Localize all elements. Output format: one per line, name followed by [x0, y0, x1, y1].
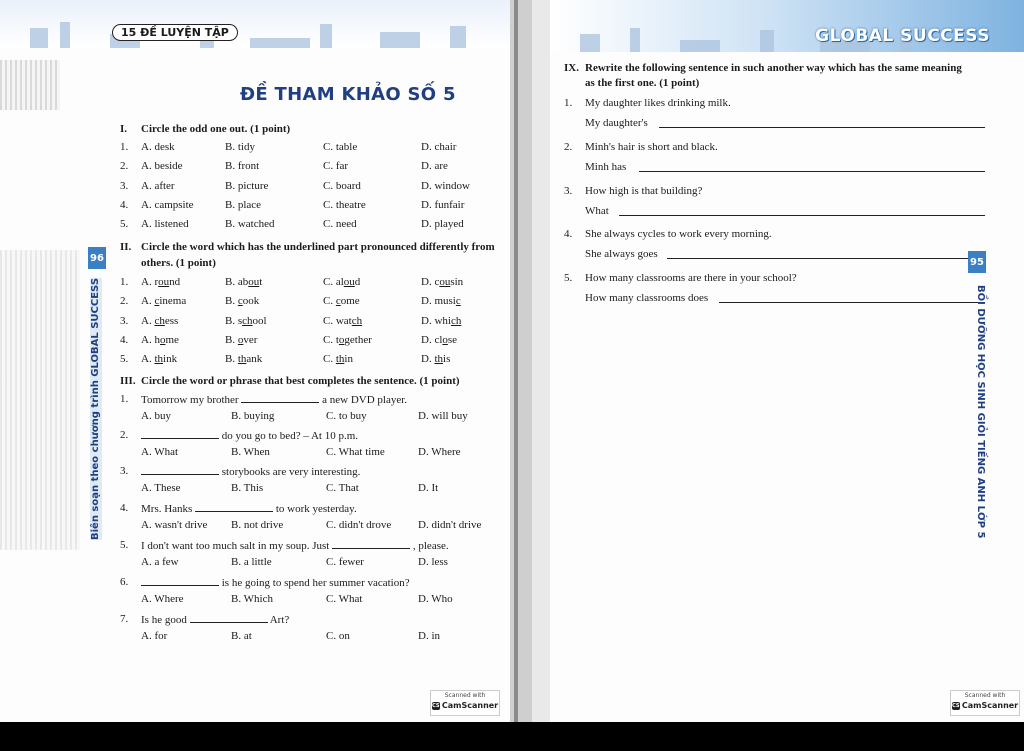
underlined-part: o — [237, 333, 244, 346]
option-d: D. in — [418, 630, 440, 642]
option-b: B. tidy — [225, 141, 255, 153]
underlined-part: ch — [351, 314, 363, 327]
rewrite-start: Minh has — [585, 161, 627, 173]
underlined-part: ou — [248, 276, 260, 288]
underlined-part: ch — [450, 314, 462, 327]
scan-line2-right: CamScanner — [961, 701, 1019, 710]
header-banner — [0, 0, 510, 48]
option-suffix: ool — [252, 314, 267, 327]
scan-line2: CamScanner — [441, 701, 499, 710]
page-title: ĐỀ THAM KHẢO SỐ 5 — [240, 84, 456, 105]
section-3-heading: Circle the word or phrase that best completes the sentence. (1 point) — [141, 375, 460, 387]
option-c — [323, 276, 360, 288]
underlined-part: o — [442, 333, 448, 346]
answer-blank — [195, 502, 273, 512]
option-prefix: D. whi — [421, 314, 451, 327]
underlined-part: th — [154, 353, 164, 366]
option-d: D. didn't drive — [418, 519, 482, 531]
option-suffix: sin — [450, 276, 464, 288]
item-number: 2. — [120, 160, 129, 173]
camscanner-watermark — [430, 690, 500, 716]
option-d: D. funfair — [421, 198, 465, 211]
option-b: B. not drive — [231, 519, 284, 531]
skyline-illustration — [20, 22, 500, 48]
option-b: B. a little — [231, 556, 272, 568]
option-prefix: B. — [225, 295, 238, 308]
underlined-part: c — [335, 295, 341, 308]
answer-blank — [141, 429, 219, 439]
option-c: C. board — [323, 179, 361, 192]
option-d — [421, 334, 457, 346]
item-number: 3. — [120, 179, 129, 192]
underlined-part: ou — [439, 276, 451, 288]
option-b: B. place — [225, 198, 262, 211]
option-b: B. front — [225, 160, 260, 173]
option-a — [141, 315, 178, 327]
page-number-right: 95 — [968, 251, 986, 273]
item-number: 3. — [564, 185, 573, 197]
left-page — [0, 0, 510, 722]
spine-text-right: BỒI DƯỠNG HỌC SINH GIỎI TIẾNG ANH LỚP 5 — [975, 285, 986, 539]
option-b: B. This — [231, 482, 264, 494]
option-d: D. are — [421, 160, 448, 173]
option-c: C. table — [323, 141, 358, 153]
question-text — [141, 429, 358, 442]
item-number: 7. — [120, 613, 129, 625]
original-sentence: My daughter likes drinking milk. — [585, 97, 731, 109]
option-b: B. Which — [231, 593, 273, 605]
question-text — [141, 502, 357, 515]
option-a — [141, 276, 180, 288]
scan-line1: Scanned with — [444, 692, 486, 699]
item-number: 5. — [120, 539, 129, 551]
option-prefix: A. r — [141, 276, 159, 288]
option-b — [225, 276, 262, 288]
underlined-part: c — [237, 295, 243, 308]
camscanner-icon: CS — [432, 702, 440, 709]
option-a: A. a few — [141, 556, 179, 568]
option-a — [141, 295, 186, 307]
rewrite-start: My daughter's — [585, 117, 648, 129]
option-c: C. That — [326, 482, 359, 494]
rewrite-start: She always goes — [585, 248, 658, 260]
option-suffix: t — [259, 276, 263, 288]
question-text — [141, 613, 289, 626]
camscanner-icon-right: CS — [952, 702, 960, 709]
question-text — [141, 576, 410, 589]
right-page — [550, 0, 1024, 722]
option-prefix: C. t — [323, 333, 339, 346]
original-sentence: How high is that building? — [585, 185, 703, 197]
section-1-roman: I. — [120, 123, 128, 135]
option-c: C. didn't drove — [326, 519, 392, 531]
option-a — [141, 353, 177, 365]
answer-blank — [190, 613, 268, 623]
option-a: A. desk — [141, 141, 175, 153]
answer-blank — [141, 576, 219, 586]
item-number: 3. — [120, 465, 129, 477]
option-c — [323, 295, 360, 307]
series-tag: 15 ĐỀ LUYỆN TẬP — [112, 24, 238, 41]
option-a: A. listened — [141, 218, 189, 231]
option-prefix: A. h — [141, 333, 160, 346]
option-d — [421, 315, 461, 327]
option-c — [323, 353, 353, 365]
question-after: storybooks are very interesting. — [221, 466, 361, 478]
option-b — [225, 315, 267, 327]
question-after: Art? — [269, 614, 290, 626]
underlined-part: ou — [158, 276, 170, 288]
question-text — [141, 539, 449, 552]
original-sentence: She always cycles to work every morning. — [585, 228, 772, 240]
option-suffix: nd — [169, 276, 181, 288]
underlined-part: ch — [242, 314, 253, 327]
underlined-part: th — [335, 353, 345, 366]
original-sentence: Minh's hair is short and black. — [585, 141, 718, 153]
item-number: 1. — [120, 393, 129, 405]
underlined-part: ou — [343, 276, 355, 288]
option-b — [225, 353, 262, 365]
original-sentence: How many classrooms are there in your school? — [585, 272, 797, 284]
question-before: I don't want too much salt in my soup. Just — [141, 540, 330, 552]
option-suffix: in — [344, 353, 353, 366]
option-suffix: is — [443, 353, 451, 366]
section-2-roman: II. — [120, 241, 132, 253]
question-before: Mrs. Hanks — [141, 503, 193, 515]
option-d: D. less — [418, 556, 448, 568]
underlined-part: o — [338, 333, 345, 346]
item-number: 5. — [120, 218, 129, 231]
underlined-part: o — [159, 333, 166, 346]
option-prefix: C. al — [323, 276, 344, 288]
option-prefix: D. — [421, 353, 435, 366]
option-suffix: d — [354, 276, 361, 288]
section-1-heading: Circle the odd one out. (1 point) — [141, 123, 291, 135]
section-2-heading-line2: others. (1 point) — [141, 257, 216, 269]
page-edge-shading — [0, 60, 60, 110]
item-number: 5. — [120, 353, 129, 366]
section-3-roman: III. — [120, 375, 136, 387]
option-prefix: B. — [225, 353, 238, 366]
rewrite-start: How many classrooms does — [585, 292, 709, 304]
option-suffix: ook — [242, 295, 260, 308]
option-b: B. buying — [231, 410, 275, 422]
rewrite-answer-line[interactable] — [719, 292, 985, 303]
option-d: D. window — [421, 179, 470, 192]
option-a: A. What — [141, 446, 179, 458]
item-number: 5. — [564, 272, 573, 284]
underlined-part: th — [434, 353, 444, 366]
rewrite-answer-line[interactable] — [659, 117, 985, 128]
option-d: D. chair — [421, 141, 457, 153]
option-prefix: D. c — [421, 276, 440, 288]
question-before: Is he good — [141, 614, 187, 626]
question-before: Tomorrow my brother — [141, 394, 239, 406]
option-d — [421, 295, 461, 307]
option-c: C. to buy — [326, 410, 367, 422]
option-c: C. fewer — [326, 556, 364, 568]
question-after: do you go to bed? – At 10 p.m. — [221, 430, 359, 442]
option-a: A. beside — [141, 160, 183, 173]
option-suffix: ank — [246, 353, 263, 366]
option-c — [323, 315, 362, 327]
option-suffix: ess — [164, 314, 179, 327]
question-after: is he going to spend her summer vacation? — [221, 577, 410, 589]
option-a: A. buy — [141, 410, 171, 422]
question-after: a new DVD player. — [322, 394, 408, 406]
option-prefix: B. s — [225, 314, 243, 327]
item-number: 2. — [120, 295, 129, 308]
option-b: B. watched — [225, 218, 275, 231]
item-number: 2. — [120, 429, 129, 441]
option-suffix: gether — [344, 333, 372, 346]
rewrite-start: What — [585, 205, 609, 217]
option-a: A. wasn't drive — [141, 519, 208, 531]
option-prefix: D. musi — [421, 295, 456, 308]
item-number: 4. — [564, 228, 573, 240]
scan-line1-right: Scanned with — [964, 692, 1006, 699]
option-d: D. Who — [418, 593, 453, 605]
option-suffix: se — [447, 333, 458, 346]
page-edge-shading-lower — [0, 250, 80, 550]
item-number: 4. — [120, 502, 129, 514]
option-b — [225, 334, 257, 346]
underlined-part: ch — [154, 314, 165, 327]
spine-text: Biên soạn theo chương trình GLOBAL SUCCESS — [90, 277, 101, 540]
question-after: to work yesterday. — [275, 503, 357, 515]
option-prefix: C. — [323, 353, 336, 366]
option-prefix: A. — [141, 353, 155, 366]
section-9-roman: IX. — [564, 62, 579, 74]
option-a — [141, 334, 179, 346]
rewrite-answer-line[interactable] — [639, 161, 985, 172]
option-c: C. theatre — [323, 198, 366, 211]
option-c: C. need — [323, 218, 357, 231]
underlined-part: c — [154, 295, 160, 308]
option-d — [421, 353, 450, 365]
option-d: D. will buy — [418, 410, 468, 422]
item-number: 4. — [120, 333, 129, 346]
rewrite-answer-line[interactable] — [667, 248, 985, 259]
answer-blank — [332, 539, 410, 549]
item-number: 2. — [564, 141, 573, 153]
option-prefix: D. cl — [421, 333, 443, 346]
answer-blank — [141, 465, 219, 475]
option-d — [421, 276, 463, 288]
brand-logo: GLOBAL SUCCESS — [815, 26, 990, 46]
book-gutter — [510, 0, 550, 722]
question-after: , please. — [412, 540, 449, 552]
underlined-part: c — [455, 295, 461, 308]
option-d: D. It — [418, 482, 439, 494]
option-c: C. far — [323, 160, 349, 173]
option-suffix: me — [165, 333, 179, 346]
option-b: B. at — [231, 630, 252, 642]
question-text — [141, 465, 360, 478]
option-prefix: A. — [141, 314, 155, 327]
section-2-heading-line1: Circle the word which has the underlined part pronounced differently from — [141, 241, 495, 253]
option-prefix: B. ab — [225, 276, 249, 288]
camscanner-watermark-right — [950, 690, 1020, 716]
option-suffix: ink — [163, 353, 178, 366]
underlined-part: th — [237, 353, 247, 366]
option-a: A. campsite — [141, 198, 194, 211]
item-number: 6. — [120, 576, 129, 588]
option-a: A. for — [141, 630, 168, 642]
item-number: 1. — [120, 276, 129, 288]
item-number: 1. — [564, 97, 573, 109]
rewrite-answer-line[interactable] — [619, 205, 985, 216]
option-b — [225, 295, 259, 307]
option-a: A. Where — [141, 593, 184, 605]
option-prefix: C. — [323, 295, 336, 308]
option-a: A. These — [141, 482, 181, 494]
option-b: B. picture — [225, 179, 269, 192]
option-prefix: A. — [141, 295, 155, 308]
option-b: B. When — [231, 446, 270, 458]
item-number: 4. — [120, 198, 129, 211]
option-prefix: B. — [225, 333, 238, 346]
section-9-heading-line2: as the first one. (1 point) — [585, 77, 700, 89]
option-prefix: C. wat — [323, 314, 352, 327]
option-suffix: ome — [340, 295, 360, 308]
item-number: 1. — [120, 141, 129, 153]
question-text — [141, 393, 407, 406]
option-d: D. Where — [418, 446, 461, 458]
page-number: 96 — [88, 247, 106, 269]
option-d: D. played — [421, 218, 464, 231]
option-c: C. What — [326, 593, 363, 605]
option-c: C. on — [326, 630, 350, 642]
option-suffix: inema — [159, 295, 187, 308]
option-c — [323, 334, 372, 346]
answer-blank — [241, 393, 319, 403]
item-number: 3. — [120, 314, 129, 327]
section-9-heading-line1: Rewrite the following sentence in such another way which has the same meaning — [585, 62, 962, 74]
bottom-bar — [0, 722, 1024, 751]
option-suffix: ver — [243, 333, 258, 346]
option-c: C. What time — [326, 446, 385, 458]
option-a: A. after — [141, 179, 175, 192]
